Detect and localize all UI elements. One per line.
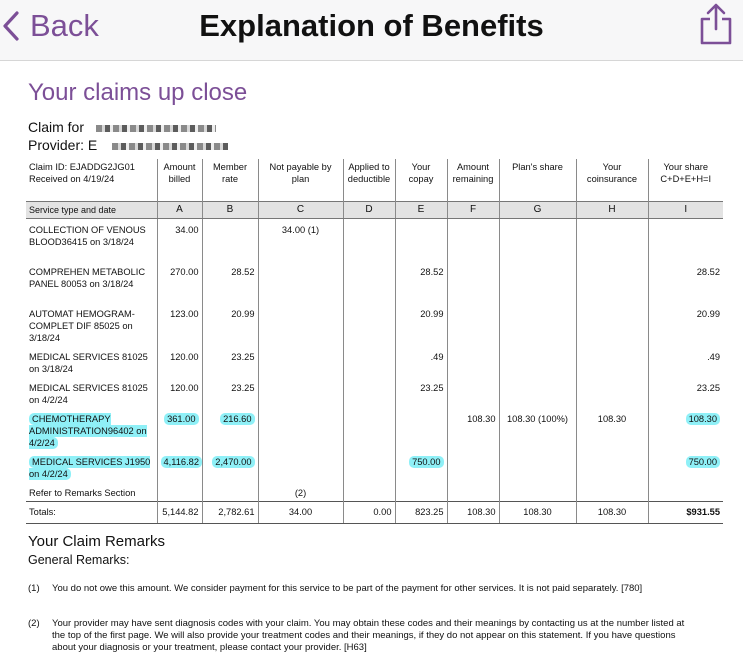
remark-text: Your provider may have sent diagnosis codes with your claim. You may obtain these codes and their meanings by contacting us at the number listed at the top of the first page. We will also provide your treatment codes and their meanings, if they do not appear on this statement. If you have questions about your diagnosis or your treatment, please contact your provider. [H63] xyxy=(52,618,685,653)
amount-remaining: 108.30 xyxy=(447,408,499,451)
col-header: Applied to deductible xyxy=(343,159,395,202)
coinsurance xyxy=(576,346,648,377)
total-billed: 5,144.82 xyxy=(157,501,202,523)
table-row xyxy=(26,219,723,261)
amount-billed xyxy=(157,408,202,451)
your-share xyxy=(648,451,723,482)
back-label: Back xyxy=(30,8,99,43)
received-date: Received on 4/19/24 xyxy=(29,174,115,184)
total-coinsurance: 108.30 xyxy=(576,501,648,523)
totals-label: Totals: xyxy=(26,501,157,523)
remark-text: You do not owe this amount. We consider payment for this service to be part of the payment for other services. It is not paid separately. [780] xyxy=(52,583,643,594)
not-payable xyxy=(258,303,343,346)
amount-remaining xyxy=(447,482,499,502)
remarks-title: Your Claim Remarks xyxy=(28,533,165,550)
total-remaining: 108.30 xyxy=(447,501,499,523)
highlight-amount: 4,116.82 xyxy=(161,456,203,468)
amount-billed: 120.00 xyxy=(157,346,202,377)
member-rate: 23.25 xyxy=(202,346,258,377)
col-letter: D xyxy=(343,202,395,219)
member-rate xyxy=(202,408,258,451)
plan-share xyxy=(499,482,576,502)
coinsurance xyxy=(576,482,648,502)
redacted-name xyxy=(96,125,216,132)
amount-billed: 270.00 xyxy=(157,261,202,303)
member-rate: 28.52 xyxy=(202,261,258,303)
table-row-highlighted xyxy=(26,451,723,482)
deductible xyxy=(343,219,395,261)
service-cell: COMPREHEN METABOLIC PANEL 80053 on 3/18/24 xyxy=(29,266,146,289)
amount-billed: 120.00 xyxy=(157,377,202,408)
your-share: 28.52 xyxy=(648,261,723,303)
claim-for-label: Claim for xyxy=(28,119,85,135)
service-cell: COLLECTION OF VENOUS BLOOD36415 on 3/18/24 xyxy=(29,225,146,247)
col-header: Your share C+D+E+H=I xyxy=(648,159,723,202)
plan-share xyxy=(499,377,576,408)
col-header: Member rate xyxy=(202,159,258,202)
not-payable xyxy=(258,261,343,303)
table-row xyxy=(26,346,723,377)
copay xyxy=(395,408,447,451)
not-payable: (2) xyxy=(258,482,343,502)
your-share: 23.25 xyxy=(648,377,723,408)
deductible xyxy=(343,482,395,502)
table-row xyxy=(26,261,723,303)
highlight-amount: 361.00 xyxy=(164,413,198,425)
total-deductible: 0.00 xyxy=(343,501,395,523)
remark-item xyxy=(28,583,688,595)
service-cell xyxy=(26,408,157,451)
claim-id: Claim ID: EJADDG2JG01 xyxy=(29,162,135,172)
member-rate xyxy=(202,451,258,482)
amount-remaining xyxy=(447,261,499,303)
coinsurance xyxy=(576,261,648,303)
service-cell: MEDICAL SERVICES 81025 on 4/2/24 xyxy=(29,382,148,405)
not-payable xyxy=(258,408,343,451)
total-not-payable: 34.00 xyxy=(258,501,343,523)
not-payable: 34.00 (1) xyxy=(258,219,343,261)
col-header: Amount remaining xyxy=(447,159,499,202)
provider-label: Provider: E xyxy=(28,137,98,153)
section-heading: Your claims up close xyxy=(28,79,248,106)
col-letter: C xyxy=(258,202,343,219)
total-copay: 823.25 xyxy=(395,501,447,523)
col-header: Amount billed xyxy=(157,159,202,202)
highlight-copay: 750.00 xyxy=(409,456,443,468)
amount-billed: 34.00 xyxy=(157,219,202,261)
service-cell xyxy=(26,451,157,482)
coinsurance xyxy=(576,451,648,482)
your-share xyxy=(648,482,723,502)
deductible xyxy=(343,346,395,377)
redacted-provider xyxy=(112,143,228,150)
deductible xyxy=(343,408,395,451)
your-share: 20.99 xyxy=(648,303,723,346)
nav-bar xyxy=(0,0,743,61)
total-your-share: $931.55 xyxy=(648,501,723,523)
remark-number: (1) xyxy=(28,583,40,594)
highlight-service: CHEMOTHERAPY ADMINISTRATION96402 on 4/2/24 xyxy=(29,413,147,448)
amount-remaining xyxy=(447,303,499,346)
copay xyxy=(395,482,447,502)
coinsurance: 108.30 xyxy=(576,408,648,451)
total-plan-share: 108.30 xyxy=(499,501,576,523)
table-row xyxy=(26,303,723,346)
coinsurance xyxy=(576,303,648,346)
service-type-label: Service type and date xyxy=(26,202,157,219)
letters-row xyxy=(26,202,723,219)
eob-document xyxy=(0,61,743,665)
col-header: Plan's share xyxy=(499,159,576,202)
table-row xyxy=(26,377,723,408)
plan-share xyxy=(499,303,576,346)
member-rate: 20.99 xyxy=(202,303,258,346)
coinsurance xyxy=(576,377,648,408)
col-letter: H xyxy=(576,202,648,219)
your-share xyxy=(648,219,723,261)
col-letter: B xyxy=(202,202,258,219)
deductible xyxy=(343,377,395,408)
share-button[interactable] xyxy=(696,1,736,52)
highlight-service: MEDICAL SERVICES J1950 on 4/2/24 xyxy=(29,456,151,479)
claim-info xyxy=(26,159,157,202)
totals-row xyxy=(26,501,723,523)
copay xyxy=(395,451,447,482)
amount-remaining xyxy=(447,451,499,482)
copay xyxy=(395,219,447,261)
member-rate xyxy=(202,219,258,261)
service-cell: MEDICAL SERVICES 81025 on 3/18/24 xyxy=(29,351,148,374)
col-letter: I xyxy=(648,202,723,219)
deductible xyxy=(343,261,395,303)
claims-table xyxy=(26,159,723,524)
copay: 23.25 xyxy=(395,377,447,408)
col-header: Your copay xyxy=(395,159,447,202)
not-payable xyxy=(258,346,343,377)
amount-remaining xyxy=(447,377,499,408)
plan-share xyxy=(499,346,576,377)
remarks-subtitle: General Remarks: xyxy=(28,553,130,567)
col-header: Not payable by plan xyxy=(258,159,343,202)
share-icon xyxy=(696,1,736,47)
plan-share xyxy=(499,451,576,482)
col-letter: F xyxy=(447,202,499,219)
highlight-rate: 2,470.00 xyxy=(212,456,254,468)
your-share xyxy=(648,408,723,451)
remark-item xyxy=(28,618,688,654)
total-rate: 2,782.61 xyxy=(202,501,258,523)
amount-remaining xyxy=(447,219,499,261)
service-cell: Refer to Remarks Section xyxy=(29,487,136,498)
highlight-rate: 216.60 xyxy=(220,413,254,425)
copay: .49 xyxy=(395,346,447,377)
plan-share: 108.30 (100%) xyxy=(499,408,576,451)
member-rate: 23.25 xyxy=(202,377,258,408)
table-row-highlighted xyxy=(26,408,723,451)
highlight-share: 108.30 xyxy=(686,413,720,425)
page-title: Explanation of Benefits xyxy=(199,8,544,43)
copay: 20.99 xyxy=(395,303,447,346)
coinsurance xyxy=(576,219,648,261)
amount-remaining xyxy=(447,346,499,377)
your-share: .49 xyxy=(648,346,723,377)
amount-billed xyxy=(157,451,202,482)
highlight-share: 750.00 xyxy=(686,456,720,468)
service-cell: AUTOMAT HEMOGRAM-COMPLET DIF 85025 on 3/18/24 xyxy=(29,308,135,343)
table-row xyxy=(26,482,723,502)
remark-number: (2) xyxy=(28,618,40,629)
header-row xyxy=(26,159,723,202)
copay: 28.52 xyxy=(395,261,447,303)
not-payable xyxy=(258,451,343,482)
plan-share xyxy=(499,219,576,261)
plan-share xyxy=(499,261,576,303)
deductible xyxy=(343,451,395,482)
deductible xyxy=(343,303,395,346)
amount-billed xyxy=(157,482,202,502)
not-payable xyxy=(258,377,343,408)
member-rate xyxy=(202,482,258,502)
col-letter: G xyxy=(499,202,576,219)
col-letter: E xyxy=(395,202,447,219)
col-header: Your coinsurance xyxy=(576,159,648,202)
amount-billed: 123.00 xyxy=(157,303,202,346)
col-letter: A xyxy=(157,202,202,219)
